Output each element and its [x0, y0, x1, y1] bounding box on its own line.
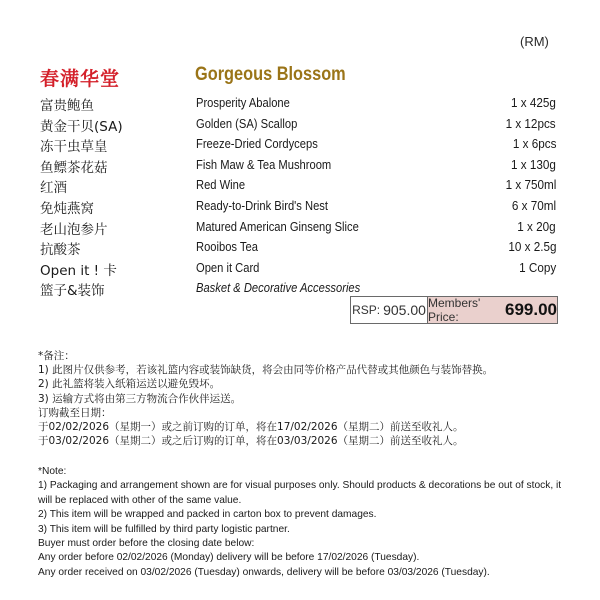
item-list — [40, 94, 560, 300]
notes-chinese — [38, 349, 578, 448]
list-item — [40, 115, 560, 136]
item-name-chinese: 富贵鲍鱼 — [40, 98, 94, 114]
note-line: 于03/02/2026（星期二）或之后订购的订单，将在03/03/2026（星期二）前送至收礼人。 — [38, 435, 464, 448]
item-name-chinese: 免炖燕窝 — [40, 200, 94, 217]
members-price — [428, 297, 557, 323]
product-title-english: Gorgeous Blossom — [195, 64, 346, 85]
item-name-english: Open it Card — [196, 259, 260, 275]
item-name-chinese: 鱼鳔茶花菇 — [40, 159, 108, 176]
price-box — [350, 296, 558, 324]
item-quantity: 1 x 130g — [511, 156, 556, 172]
note-line: 1) 此图片仅供参考，若该礼篮内容或装饰缺货，将会由同等价格产品代替或其他颜色与装饰替换。 — [38, 364, 494, 377]
item-name-chinese: 冻干虫草皇 — [40, 139, 108, 156]
members-price-label: Members' Price: — [428, 296, 481, 324]
note-line: Buyer must order before the closing date below: — [38, 538, 255, 550]
note-line: 2) 此礼篮将装入纸箱运送以避免毁坏。 — [38, 378, 221, 391]
item-name-english: Ready-to-Drink Bird's Nest — [196, 197, 328, 213]
item-name-chinese: 老山泡参片 — [40, 221, 108, 238]
list-item — [40, 238, 560, 259]
note-line: 3) 运输方式将由第三方物流合作伙伴运送。 — [38, 392, 242, 405]
note-line: 于02/02/2026（星期一）或之前订购的订单，将在17/02/2026（星期二）前送至收礼人。 — [38, 421, 464, 434]
item-quantity: 1 x 750ml — [505, 177, 556, 193]
list-item — [40, 218, 560, 239]
item-quantity: 6 x 70ml — [511, 197, 556, 213]
note-line: 2) This item will be wrapped and packed in carton box to prevent damages. — [38, 509, 377, 521]
item-quantity: 1 x 425g — [511, 95, 556, 110]
list-item — [40, 94, 560, 115]
item-name-english: Golden (SA) Scallop — [196, 115, 298, 131]
rsp-value: 905.00 — [383, 302, 426, 318]
item-quantity: 1 x 20g — [517, 218, 556, 234]
item-name-chinese: 红酒 — [40, 180, 67, 197]
item-name-english: Matured American Ginseng Slice — [196, 218, 359, 234]
note-line: *Note: — [38, 466, 67, 477]
rsp-label: RSP: — [352, 303, 381, 317]
item-name-english: Red Wine — [196, 177, 246, 193]
item-name-chinese: 抗酸茶 — [40, 242, 81, 259]
currency-label: (RM) — [520, 34, 549, 49]
notes-english — [38, 465, 578, 580]
item-name-english: Freeze-Dried Cordyceps — [196, 136, 318, 152]
item-name-english: Prosperity Abalone — [196, 95, 290, 110]
list-item — [40, 176, 560, 197]
note-line: *备注： — [38, 350, 75, 362]
product-title-chinese: 春满华堂 — [40, 68, 121, 90]
item-name-english: Fish Maw & Tea Mushroom — [196, 156, 332, 172]
item-quantity: 1 Copy — [518, 259, 556, 275]
list-item — [40, 135, 560, 156]
item-name-chinese: Open it ! 卡 — [40, 262, 117, 279]
item-quantity: 10 x 2.5g — [507, 239, 556, 255]
note-line: 3) This item will be fulfilled by third party logistic partner. — [38, 523, 290, 535]
note-line: Any order received on 03/02/2026 (Tuesday) onwards, delivery will be before 03/03/2026 (Tuesday). — [38, 566, 490, 578]
item-quantity: 1 x 12pcs — [505, 115, 556, 131]
members-price-value: 699.00 — [505, 300, 557, 319]
note-line: 订购截至日期： — [38, 406, 112, 419]
rsp-price — [351, 297, 428, 323]
note-line: Any order before 02/02/2026 (Monday) delivery will be before 17/02/2026 (Tuesday). — [38, 552, 420, 564]
item-quantity: 1 x 6pcs — [512, 136, 556, 152]
item-name-english: Basket & Decorative Accessories — [196, 280, 361, 296]
list-item — [40, 259, 560, 280]
item-name-english: Rooibos Tea — [196, 239, 258, 255]
item-name-chinese: 篮子&装饰 — [40, 283, 105, 300]
list-item — [40, 197, 560, 218]
list-item — [40, 156, 560, 177]
note-line: 1) Packaging and arrangement shown are for visual purposes only. Should products & decorations be out of stock, it will be replaced with other of the same value. — [38, 480, 562, 506]
item-name-chinese: 黄金干贝(SA) — [40, 118, 123, 135]
